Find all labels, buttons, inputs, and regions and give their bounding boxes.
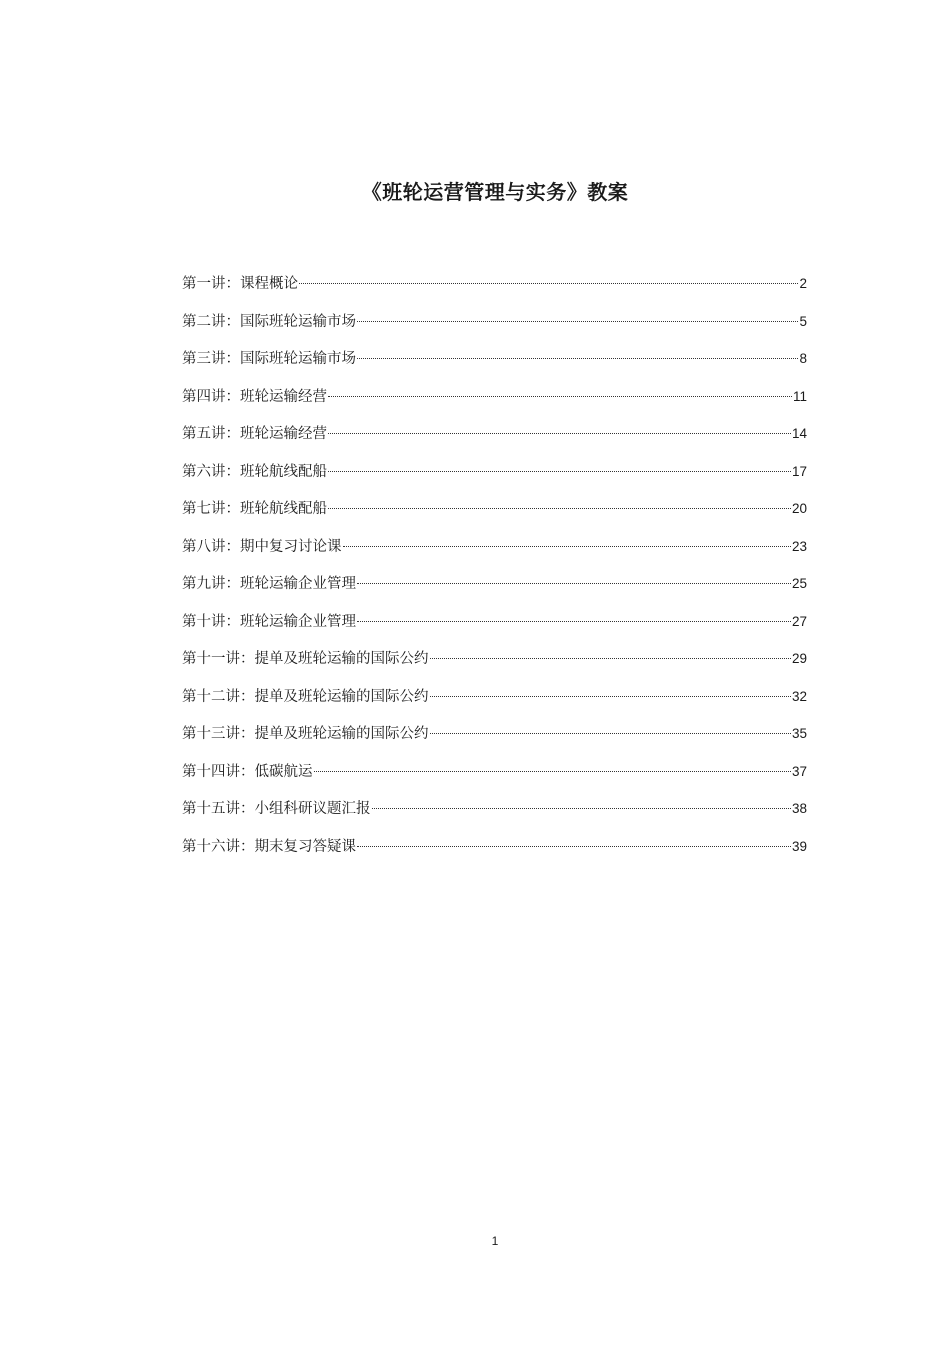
toc-entry[interactable] bbox=[182, 495, 807, 533]
toc-entry[interactable] bbox=[182, 420, 807, 458]
toc-dot-leader bbox=[314, 771, 791, 772]
toc-entry[interactable] bbox=[182, 608, 807, 646]
toc-entry[interactable] bbox=[182, 270, 807, 308]
toc-entry-label: 第八讲：期中复习讨论课 bbox=[182, 538, 342, 555]
toc-dot-leader bbox=[328, 471, 791, 472]
toc-entry-label: 第四讲：班轮运输经营 bbox=[182, 388, 327, 405]
toc-entry-label: 第五讲：班轮运输经营 bbox=[182, 426, 327, 442]
toc-entry-page-number: 8 bbox=[799, 351, 807, 366]
toc-dot-leader bbox=[430, 696, 791, 697]
toc-entry[interactable] bbox=[182, 795, 807, 833]
toc-entry-label: 第十二讲：提单及班轮运输的国际公约 bbox=[182, 688, 429, 705]
toc-entry-label: 第十一讲：提单及班轮运输的国际公约 bbox=[182, 651, 429, 667]
toc-entry-page-number: 17 bbox=[791, 463, 807, 479]
toc-entry[interactable] bbox=[182, 570, 807, 608]
toc-entry-label: 第六讲：班轮航线配船 bbox=[182, 463, 327, 480]
toc-dot-leader bbox=[430, 733, 791, 734]
toc-entry-label: 第三讲：国际班轮运输市场 bbox=[182, 351, 356, 367]
toc-dot-leader bbox=[328, 396, 792, 397]
toc-entry[interactable] bbox=[182, 833, 807, 871]
toc-dot-leader bbox=[357, 621, 791, 622]
toc-entry-label: 第二讲：国际班轮运输市场 bbox=[182, 313, 356, 330]
toc-entry-page-number: 27 bbox=[791, 613, 807, 629]
toc-entry-label: 第十三讲：提单及班轮运输的国际公约 bbox=[182, 726, 429, 742]
toc-entry[interactable] bbox=[182, 683, 807, 721]
toc-entry[interactable] bbox=[182, 720, 807, 758]
toc-entry-page-number: 32 bbox=[791, 688, 807, 704]
toc-entry[interactable] bbox=[182, 308, 807, 346]
toc-entry[interactable] bbox=[182, 345, 807, 383]
toc-entry[interactable] bbox=[182, 458, 807, 496]
toc-dot-leader bbox=[328, 508, 791, 509]
toc-entry-page-number: 5 bbox=[799, 313, 807, 329]
toc-entry-page-number: 35 bbox=[791, 726, 807, 741]
toc-dot-leader bbox=[430, 658, 791, 659]
toc-entry[interactable] bbox=[182, 645, 807, 683]
toc-entry-page-number: 39 bbox=[791, 838, 807, 854]
toc-entry[interactable] bbox=[182, 383, 807, 421]
toc-entry-label: 第十四讲：低碳航运 bbox=[182, 763, 313, 780]
toc-dot-leader bbox=[328, 433, 791, 434]
toc-entry-page-number: 38 bbox=[791, 801, 807, 816]
toc-dot-leader bbox=[357, 358, 798, 359]
page-number: 1 bbox=[491, 1234, 499, 1248]
toc-dot-leader bbox=[357, 321, 798, 322]
toc-entry-page-number: 2 bbox=[799, 276, 807, 291]
toc-entry-page-number: 23 bbox=[791, 538, 807, 554]
table-of-contents bbox=[182, 270, 807, 870]
toc-entry-page-number: 25 bbox=[791, 576, 807, 591]
toc-dot-leader bbox=[372, 808, 791, 809]
toc-dot-leader bbox=[357, 583, 791, 584]
toc-dot-leader bbox=[357, 846, 791, 847]
toc-entry-label: 第十讲：班轮运输企业管理 bbox=[182, 613, 356, 630]
toc-entry-label: 第一讲：课程概论 bbox=[182, 276, 298, 292]
toc-entry[interactable] bbox=[182, 758, 807, 796]
toc-entry-label: 第七讲：班轮航线配船 bbox=[182, 501, 327, 517]
toc-entry-label: 第十五讲：小组科研议题汇报 bbox=[182, 801, 371, 817]
toc-entry-page-number: 29 bbox=[791, 651, 807, 666]
toc-entry[interactable] bbox=[182, 533, 807, 571]
toc-entry-label: 第十六讲：期末复习答疑课 bbox=[182, 838, 356, 855]
toc-entry-page-number: 14 bbox=[791, 426, 807, 441]
toc-entry-page-number: 11 bbox=[792, 388, 807, 404]
document-title: 《班轮运营管理与实务》教案 bbox=[361, 180, 629, 204]
toc-entry-label: 第九讲：班轮运输企业管理 bbox=[182, 576, 356, 592]
toc-entry-page-number: 37 bbox=[791, 763, 807, 779]
toc-dot-leader bbox=[343, 546, 791, 547]
toc-entry-page-number: 20 bbox=[791, 501, 807, 516]
toc-dot-leader bbox=[299, 283, 798, 284]
